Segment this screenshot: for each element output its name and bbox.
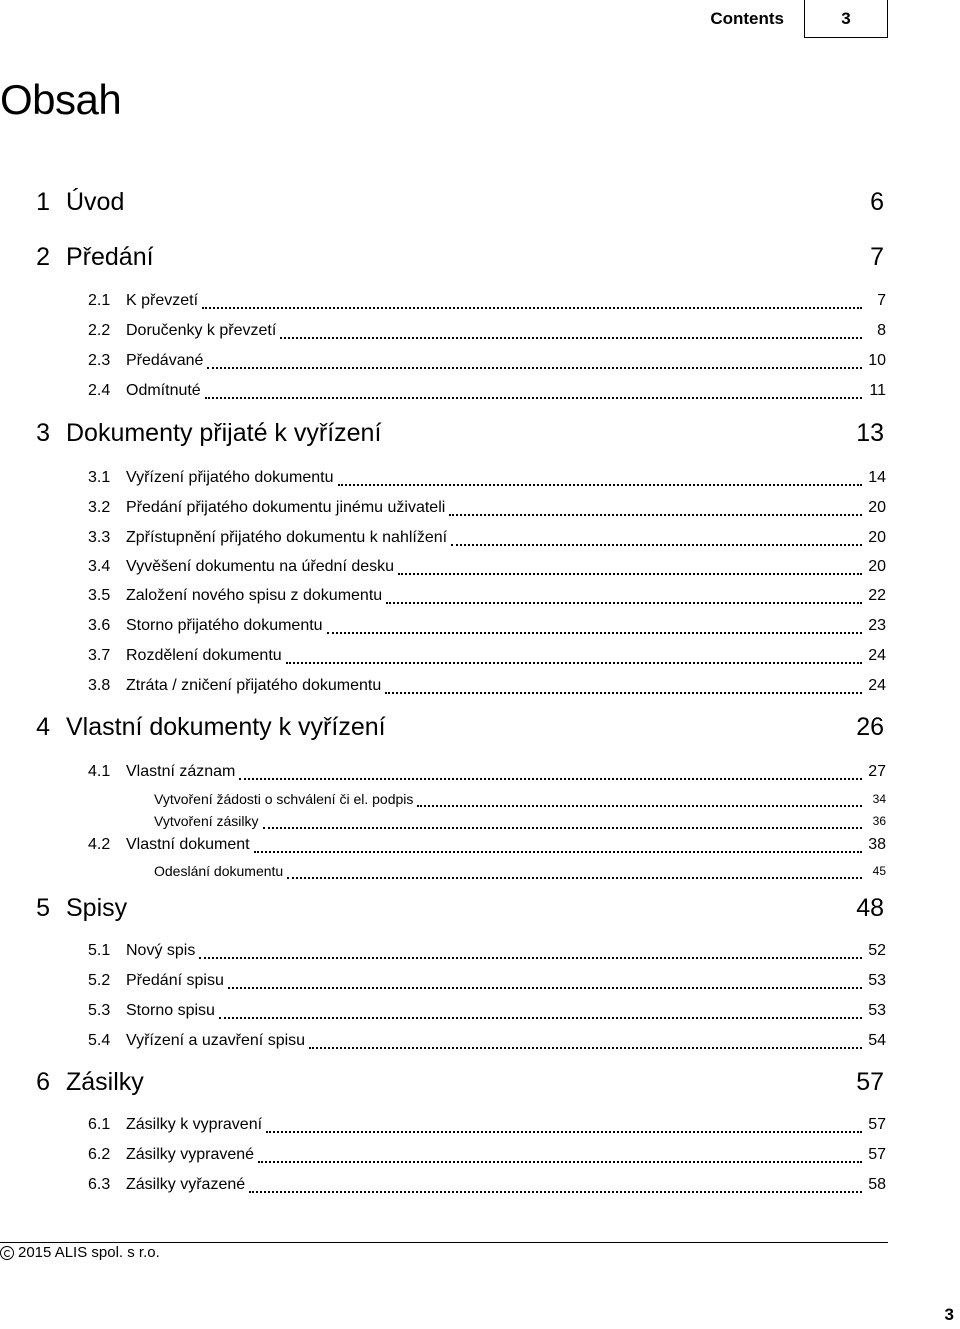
chapter-page: 13 xyxy=(856,418,884,447)
toc-entry[interactable] xyxy=(0,348,888,374)
entry-number: 4.1 xyxy=(88,763,111,780)
toc-entry[interactable] xyxy=(0,938,888,964)
chapter-page: 57 xyxy=(856,1067,884,1096)
toc-entry[interactable] xyxy=(0,968,888,994)
entry-page: 11 xyxy=(869,382,886,399)
chapter-number: 4 xyxy=(36,712,50,741)
toc-chapter[interactable] xyxy=(0,888,888,928)
toc-entry[interactable] xyxy=(0,1142,888,1168)
entry-title: Rozdělení dokumentu xyxy=(126,647,282,664)
dot-leader xyxy=(207,366,862,369)
chapter-page: 6 xyxy=(870,187,884,216)
dot-leader xyxy=(309,1046,862,1049)
entry-title: Předávané xyxy=(126,352,204,369)
entry-number: 2.1 xyxy=(88,292,111,309)
toc-entry[interactable] xyxy=(0,1172,888,1198)
entry-title: Zásilky k vypravení xyxy=(126,1116,263,1133)
header-page-box: 3 xyxy=(804,0,888,38)
entry-number: 6.3 xyxy=(88,1176,111,1193)
toc-subentry[interactable] xyxy=(0,788,888,810)
toc-entry[interactable] xyxy=(0,288,888,314)
toc-entry[interactable] xyxy=(0,643,888,669)
subentry-title: Vytvoření žádosti o schválení či el. podpis xyxy=(154,791,414,807)
toc-subentry[interactable] xyxy=(0,810,888,832)
toc-chapter[interactable] xyxy=(0,182,888,222)
entry-title: Založení nového spisu z dokumentu xyxy=(126,587,383,604)
dot-leader xyxy=(205,396,862,399)
dot-leader xyxy=(202,306,862,309)
toc-entry[interactable] xyxy=(0,554,888,580)
entry-number: 3.3 xyxy=(88,529,111,546)
entry-number: 5.1 xyxy=(88,942,111,959)
dot-leader xyxy=(228,986,862,989)
entry-title: Vyřízení a uzavření spisu xyxy=(126,1032,306,1049)
toc-entry[interactable] xyxy=(0,525,888,551)
entry-page: 57 xyxy=(868,1116,886,1133)
header-label: Contents xyxy=(686,0,804,38)
entry-number: 3.6 xyxy=(88,617,111,634)
chapter-title: Zásilky xyxy=(66,1067,144,1096)
toc-chapter[interactable] xyxy=(0,413,888,453)
entry-page: 8 xyxy=(877,322,886,339)
entry-title: Ztráta / zničení přijatého dokumentu xyxy=(126,677,382,694)
entry-number: 6.1 xyxy=(88,1116,111,1133)
toc-chapter[interactable] xyxy=(0,237,888,277)
chapter-title: Dokumenty přijaté k vyřízení xyxy=(66,418,382,447)
chapter-page: 26 xyxy=(856,712,884,741)
page-number: 3 xyxy=(944,1305,954,1324)
dot-leader xyxy=(219,1016,862,1019)
chapter-number: 5 xyxy=(36,893,50,922)
entry-page: 27 xyxy=(868,763,886,780)
toc-entry[interactable] xyxy=(0,998,888,1024)
chapter-number: 2 xyxy=(36,242,50,271)
dot-leader xyxy=(258,1160,862,1163)
entry-page: 24 xyxy=(868,677,886,694)
dot-leader xyxy=(327,631,862,634)
footer xyxy=(0,1244,160,1261)
chapter-title: Předání xyxy=(66,242,154,271)
entry-title: Odmítnuté xyxy=(126,382,201,399)
subentry-page: 34 xyxy=(872,792,886,806)
dot-leader xyxy=(287,876,862,879)
chapter-page: 7 xyxy=(870,242,884,271)
footer-copyright: 2015 ALIS spol. s r.o. xyxy=(18,1244,160,1261)
entry-number: 3.4 xyxy=(88,558,111,575)
entry-number: 3.2 xyxy=(88,499,111,516)
entry-title: Zásilky vyřazené xyxy=(126,1176,246,1193)
toc-subentry[interactable] xyxy=(0,860,888,882)
toc-entry[interactable] xyxy=(0,318,888,344)
chapter-title: Spisy xyxy=(66,893,128,922)
toc-chapter[interactable] xyxy=(0,707,888,747)
entry-title: Storno přijatého dokumentu xyxy=(126,617,323,634)
dot-leader xyxy=(386,601,862,604)
entry-title: Zásilky vypravené xyxy=(126,1146,255,1163)
dot-leader xyxy=(451,543,862,546)
entry-number: 2.2 xyxy=(88,322,111,339)
dot-leader xyxy=(417,804,862,807)
chapter-title: Úvod xyxy=(66,187,125,216)
dot-leader xyxy=(249,1190,862,1193)
entry-number: 6.2 xyxy=(88,1146,111,1163)
toc-entry[interactable] xyxy=(0,1112,888,1138)
entry-title: Vyřízení přijatého dokumentu xyxy=(126,469,334,486)
entry-page: 23 xyxy=(868,617,886,634)
dot-leader xyxy=(280,336,862,339)
entry-number: 4.2 xyxy=(88,836,111,853)
entry-title: Předání spisu xyxy=(126,972,224,989)
entry-page: 54 xyxy=(868,1032,886,1049)
entry-number: 5.4 xyxy=(88,1032,111,1049)
entry-number: 3.5 xyxy=(88,587,111,604)
entry-title: Předání přijatého dokumentu jinému uživateli xyxy=(126,499,446,516)
subentry-page: 36 xyxy=(872,814,886,828)
entry-number: 5.2 xyxy=(88,972,111,989)
footer-divider xyxy=(0,1242,888,1243)
chapter-number: 3 xyxy=(36,418,50,447)
entry-page: 20 xyxy=(868,529,886,546)
entry-title: Vlastní dokument xyxy=(126,836,250,853)
subentry-page: 45 xyxy=(872,864,886,878)
entry-title: Vlastní záznam xyxy=(126,763,236,780)
toc-entry[interactable] xyxy=(0,495,888,521)
entry-page: 22 xyxy=(868,587,886,604)
entry-title: Zpřístupnění přijatého dokumentu k nahlížení xyxy=(126,529,448,546)
dot-leader xyxy=(239,777,862,780)
running-header xyxy=(686,0,888,38)
entry-page: 7 xyxy=(877,292,886,309)
entry-page: 53 xyxy=(868,1002,886,1019)
toc-entry[interactable] xyxy=(0,583,888,609)
entry-number: 5.3 xyxy=(88,1002,111,1019)
toc-entry[interactable] xyxy=(0,1028,888,1054)
dot-leader xyxy=(199,956,862,959)
entry-page: 57 xyxy=(868,1146,886,1163)
copyright-icon xyxy=(0,1246,14,1260)
entry-number: 3.8 xyxy=(88,677,111,694)
dot-leader xyxy=(263,826,862,829)
entry-number: 3.7 xyxy=(88,647,111,664)
entry-title: Storno spisu xyxy=(126,1002,215,1019)
dot-leader xyxy=(266,1130,862,1133)
entry-number: 3.1 xyxy=(88,469,111,486)
entry-page: 10 xyxy=(868,352,886,369)
chapter-number: 1 xyxy=(36,187,50,216)
entry-page: 14 xyxy=(868,469,886,486)
subentry-title: Vytvoření zásilky xyxy=(154,813,259,829)
entry-page: 58 xyxy=(868,1176,886,1193)
entry-page: 53 xyxy=(868,972,886,989)
dot-leader xyxy=(449,513,862,516)
entry-page: 20 xyxy=(868,558,886,575)
dot-leader xyxy=(338,483,862,486)
toc-entry[interactable] xyxy=(0,759,888,785)
entry-page: 52 xyxy=(868,942,886,959)
toc-chapter[interactable] xyxy=(0,1062,888,1102)
entry-page: 20 xyxy=(868,499,886,516)
chapter-number: 6 xyxy=(36,1067,50,1096)
toc-entry[interactable] xyxy=(0,613,888,639)
dot-leader xyxy=(286,661,862,664)
toc-entry[interactable] xyxy=(0,673,888,699)
chapter-page: 48 xyxy=(856,893,884,922)
toc-entry[interactable] xyxy=(0,832,888,858)
subentry-title: Odeslání dokumentu xyxy=(154,863,284,879)
page-title: Obsah xyxy=(0,76,122,123)
dot-leader xyxy=(385,691,862,694)
entry-page: 38 xyxy=(868,836,886,853)
entry-number: 2.4 xyxy=(88,382,111,399)
chapter-title: Vlastní dokumenty k vyřízení xyxy=(66,712,386,741)
entry-number: 2.3 xyxy=(88,352,111,369)
toc-entry[interactable] xyxy=(0,378,888,404)
entry-title: Vyvěšení dokumentu na úřední desku xyxy=(126,558,395,575)
dot-leader xyxy=(398,572,862,575)
toc-entry[interactable] xyxy=(0,465,888,491)
entry-title: Nový spis xyxy=(126,942,196,959)
entry-page: 24 xyxy=(868,647,886,664)
entry-title: K převzetí xyxy=(126,292,199,309)
entry-title: Doručenky k převzetí xyxy=(126,322,277,339)
dot-leader xyxy=(254,850,862,853)
